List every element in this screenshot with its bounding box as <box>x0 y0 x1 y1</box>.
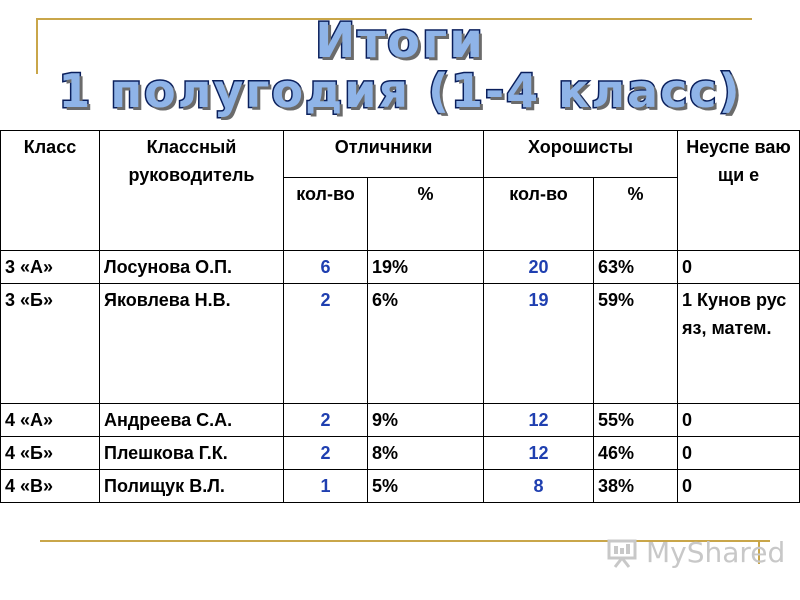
cell-exc-count: 2 <box>284 284 368 404</box>
cell-exc-pct: 19% <box>368 251 484 284</box>
cell-class: 4 «В» <box>1 470 100 503</box>
header-failing: Неуспе вающи е <box>678 131 800 251</box>
cell-teacher: Плешкова Г.К. <box>100 437 284 470</box>
cell-teacher: Яковлева Н.В. <box>100 284 284 404</box>
cell-teacher: Полищук В.Л. <box>100 470 284 503</box>
cell-good-count: 12 <box>484 404 594 437</box>
table-row <box>1 404 800 437</box>
title-line-2: 1 полугодия (1-4 класс) <box>58 64 742 118</box>
cell-teacher: Лосунова О.П. <box>100 251 284 284</box>
cell-good-pct: 55% <box>594 404 678 437</box>
cell-class: 3 «Б» <box>1 284 100 404</box>
header-exc-count: кол-во <box>284 178 368 251</box>
header-class: Класс <box>1 131 100 251</box>
cell-good-pct: 46% <box>594 437 678 470</box>
cell-failing: 0 <box>678 251 800 284</box>
cell-good-count: 8 <box>484 470 594 503</box>
table-row <box>1 284 800 404</box>
header-exc-percent: % <box>368 178 484 251</box>
cell-good-pct: 63% <box>594 251 678 284</box>
cell-class: 4 «А» <box>1 404 100 437</box>
cell-teacher: Андреева С.А. <box>100 404 284 437</box>
header-row-1 <box>1 131 800 178</box>
results-table <box>0 130 800 503</box>
cell-exc-count: 2 <box>284 437 368 470</box>
cell-failing: 0 <box>678 404 800 437</box>
header-excellent: Отличники <box>284 131 484 178</box>
watermark-text: MyShared <box>646 536 786 569</box>
watermark <box>606 536 785 569</box>
cell-failing: 0 <box>678 437 800 470</box>
cell-exc-pct: 5% <box>368 470 484 503</box>
cell-class: 3 «А» <box>1 251 100 284</box>
cell-good-pct: 59% <box>594 284 678 404</box>
cell-failing: 1 Кунов рус яз, матем. <box>678 284 800 404</box>
cell-exc-pct: 8% <box>368 437 484 470</box>
cell-good-count: 20 <box>484 251 594 284</box>
cell-exc-count: 6 <box>284 251 368 284</box>
cell-exc-count: 2 <box>284 404 368 437</box>
cell-good-pct: 38% <box>594 470 678 503</box>
presentation-board-icon <box>606 538 640 568</box>
cell-class: 4 «Б» <box>1 437 100 470</box>
cell-failing: 0 <box>678 470 800 503</box>
table-row <box>1 251 800 284</box>
cell-exc-pct: 9% <box>368 404 484 437</box>
table-row <box>1 437 800 470</box>
cell-exc-pct: 6% <box>368 284 484 404</box>
table-row <box>1 470 800 503</box>
title-line-1: Итоги <box>315 13 485 69</box>
header-good-percent: % <box>594 178 678 251</box>
cell-good-count: 12 <box>484 437 594 470</box>
cell-good-count: 19 <box>484 284 594 404</box>
header-good-count: кол-во <box>484 178 594 251</box>
header-teacher: Классный руководитель <box>100 131 284 251</box>
header-good: Хорошисты <box>484 131 678 178</box>
cell-exc-count: 1 <box>284 470 368 503</box>
page-title <box>0 13 800 118</box>
